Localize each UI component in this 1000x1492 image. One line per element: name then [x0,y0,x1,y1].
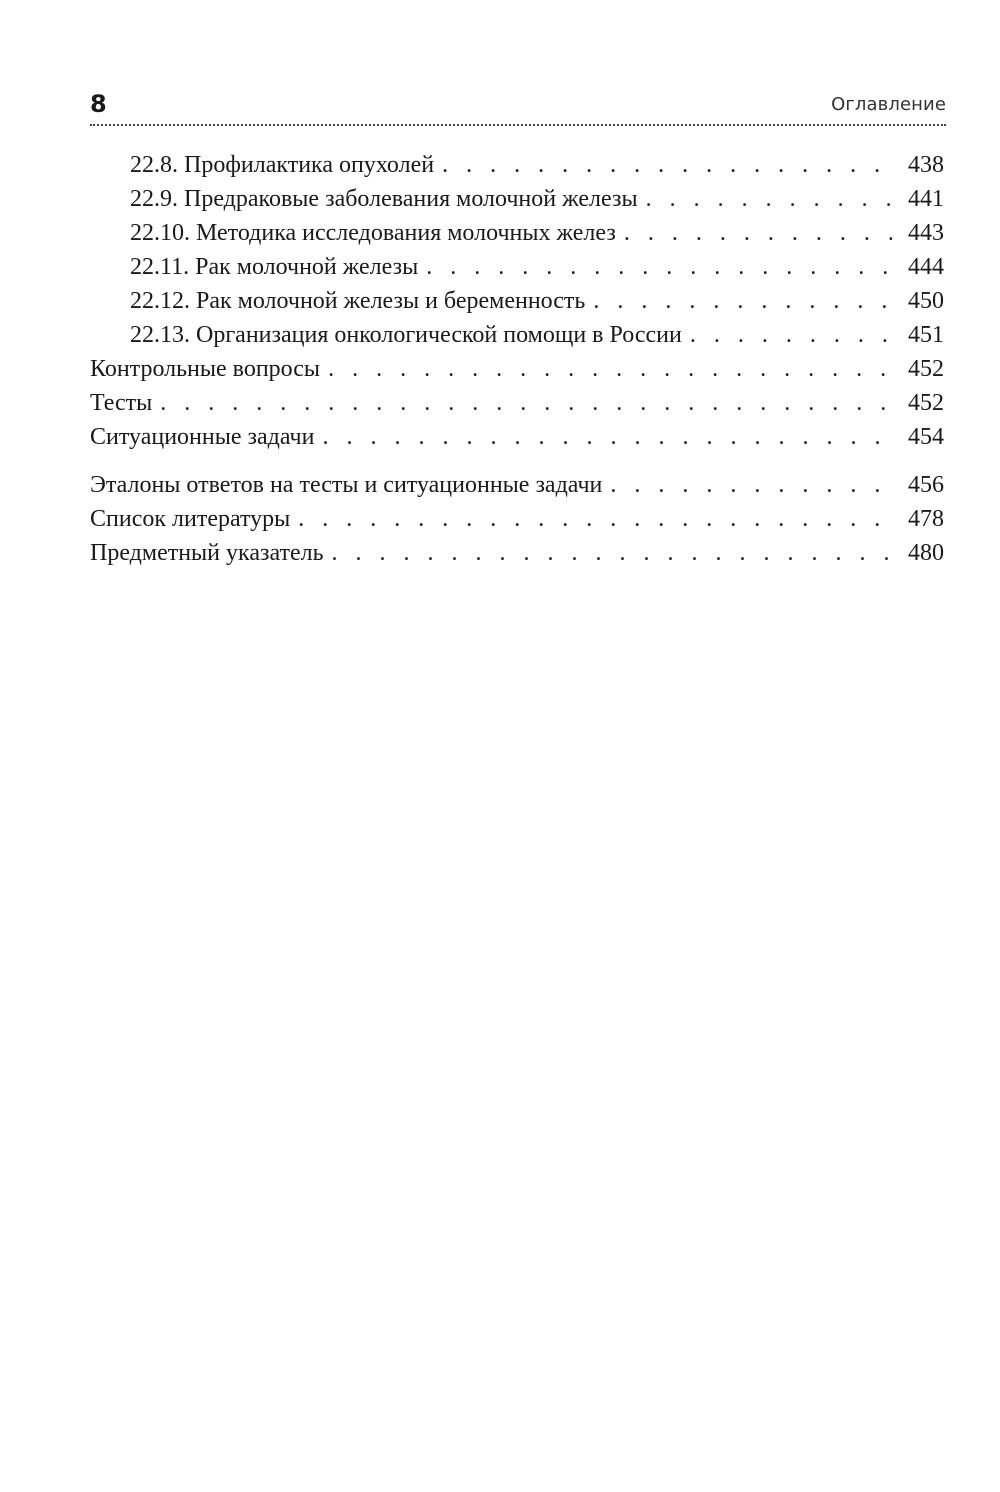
table-of-contents [90,148,944,570]
toc-entry-page: 452 [908,390,944,416]
dot-leader [298,502,892,536]
dot-leader [624,216,892,250]
toc-entry[interactable] [90,284,944,318]
toc-entry-page: 441 [908,186,944,212]
dot-leader [442,148,892,182]
toc-entry-page: 443 [908,220,944,246]
toc-entry-title: 22.11. Рак молочной железы [130,254,419,280]
page-header [90,88,946,124]
dot-leader [332,536,892,570]
toc-entry-title: 22.8. Профилактика опухолей [130,152,435,178]
toc-entry[interactable] [90,216,944,250]
toc-entry-title: 22.13. Организация онкологической помощи в России [130,322,682,348]
toc-entry-page: 444 [908,254,944,280]
toc-entry-title: Эталоны ответов на тесты и ситуационные задачи [90,472,603,498]
toc-entry[interactable] [90,182,944,216]
toc-entry-page: 454 [908,424,944,450]
dot-leader [646,182,892,216]
toc-entry-title: 22.9. Предраковые заболевания молочной железы [130,186,638,212]
toc-entry-page: 452 [908,356,944,382]
toc-entry[interactable] [90,352,944,386]
toc-entry-page: 450 [908,288,944,314]
toc-entry[interactable] [90,536,944,570]
dot-leader [426,250,892,284]
toc-entry-title: Список литературы [90,506,291,532]
dot-leader [328,352,892,386]
toc-entry[interactable] [90,148,944,182]
toc-entry[interactable] [90,468,944,502]
dot-leader [610,468,892,502]
dot-leader [690,318,892,352]
toc-entry[interactable] [90,250,944,284]
toc-entry[interactable] [90,420,944,454]
toc-entry-title: Ситуационные задачи [90,424,315,450]
toc-entry-title: Тесты [90,390,153,416]
toc-entry[interactable] [90,502,944,536]
toc-entry[interactable] [90,386,944,420]
dot-leader [160,386,892,420]
toc-entry-title: Контрольные вопросы [90,356,321,382]
running-head: Оглавление [831,94,946,115]
header-dotted-rule [90,124,946,126]
toc-entry-title: Предметный указатель [90,540,324,566]
toc-entry-title: 22.10. Методика исследования молочных желез [130,220,616,246]
toc-entry-page: 438 [908,152,944,178]
toc-entry-page: 451 [908,322,944,348]
toc-entry-title: 22.12. Рак молочной железы и беременность [130,288,586,314]
toc-entry[interactable] [90,318,944,352]
toc-entry-page: 480 [908,540,944,566]
toc-entry-page: 456 [908,472,944,498]
toc-entry-page: 478 [908,506,944,532]
page-number: 8 [90,90,107,118]
dot-leader [322,420,892,454]
dot-leader [593,284,892,318]
